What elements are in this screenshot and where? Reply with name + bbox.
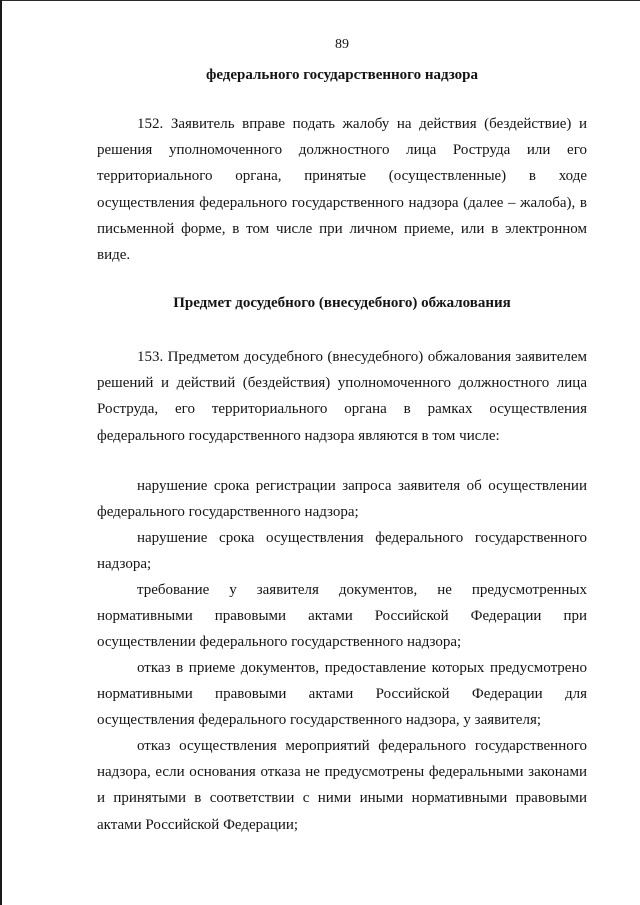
list-item: отказ осуществления мероприятий федерального государственного надзора, если основания отказа не предусмотрены федеральными законами и принятыми в соответствии с ними иными нормативными правовыми актами Российской Федерации; [97,738,587,833]
paragraph-153: 153. Предметом досудебного (внесудебного) обжалования заявителем решений и действий (бездействия) уполномоченного должностного лица Роструда, его территориального органа в рамках осуществления федерального государственного надзора являются в том числе: [97,349,587,444]
list-item: требование у заявителя документов, не предусмотренных нормативными правовыми актами Российской Федерации при осуществлении федерального государственного надзора; [97,582,587,651]
section-heading-continued: федерального государственного надзора [205,67,479,83]
list-item: нарушение срока регистрации запроса заявителя об осуществлении федерального государственного надзора; [97,478,587,521]
paragraph-152: 152. Заявитель вправе подать жалобу на действия (бездействие) и решения уполномоченного должностного лица Роструда или его территориального органа, принятые (осуществленные) в ходе осуществления федерального государственного надзора (далее – жалоба), в письменной форме, в том числе при личном приеме, или в электронном виде. [97,116,587,264]
section-heading: Предмет досудебного (внесудебного) обжалования [173,295,511,311]
list-item: нарушение срока осуществления федерального государственного надзора; [97,530,587,573]
page-number: 89 [335,37,349,52]
list-item: отказ в приеме документов, предоставление которых предусмотрено нормативными правовыми актами Российской Федерации для осуществления федерального государственного надзора, у заявителя; [97,660,587,729]
